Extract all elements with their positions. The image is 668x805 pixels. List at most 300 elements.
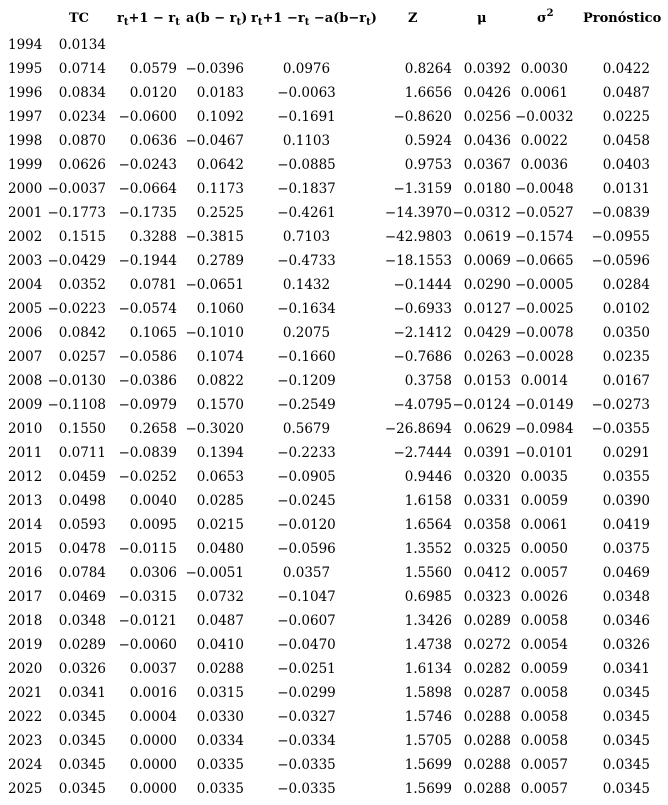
value-cell: −0.0032 [515, 109, 574, 125]
value-cell: −0.3020 [185, 421, 244, 437]
table-row [0, 201, 668, 225]
table-row [0, 81, 668, 105]
value-cell: 0.0345 [58, 733, 106, 749]
value-cell: −0.1108 [47, 397, 106, 413]
header-residual-part: r [251, 11, 258, 26]
value-cell: 1.6564 [404, 517, 452, 533]
value-cell: 0.0357 [282, 565, 331, 581]
value-cell: −0.0979 [118, 397, 177, 413]
value-cell: 0.0288 [463, 781, 511, 797]
year-cell: 2006 [8, 325, 43, 341]
value-cell: 1.5705 [404, 733, 452, 749]
value-cell: 0.0057 [520, 757, 568, 773]
value-cell: 0.0000 [129, 733, 177, 749]
value-cell [110, 33, 177, 57]
value-cell: 0.0392 [463, 61, 511, 77]
value-cell: 0.0478 [58, 541, 106, 557]
value-cell [180, 33, 244, 57]
value-cell: 0.7103 [282, 229, 331, 245]
value-cell: −0.1735 [118, 205, 177, 221]
value-cell: 0.0215 [196, 517, 244, 533]
value-cell: −0.0060 [118, 637, 177, 653]
year-cell: 2003 [8, 253, 43, 269]
value-cell: 0.0320 [463, 469, 511, 485]
value-cell: 0.2525 [196, 205, 244, 221]
value-cell: 0.0026 [520, 589, 568, 605]
value-cell: 1.6158 [404, 493, 452, 509]
value-cell: 0.0436 [463, 133, 511, 149]
value-cell: 0.0391 [463, 445, 511, 461]
value-cell: 0.0334 [196, 733, 244, 749]
value-cell: −0.0429 [47, 253, 106, 269]
table-row [0, 129, 668, 153]
value-cell: 0.0272 [463, 637, 511, 653]
value-cell: 0.0345 [602, 781, 650, 797]
value-cell: 0.0341 [602, 661, 650, 677]
value-cell: −0.0335 [277, 781, 336, 797]
value-cell: −0.0078 [515, 325, 574, 341]
value-cell: −0.1047 [277, 589, 336, 605]
value-cell: −0.0470 [277, 637, 336, 653]
value-cell: −0.0121 [118, 613, 177, 629]
year-cell: 2025 [8, 781, 43, 797]
value-cell: 0.1074 [196, 349, 244, 365]
value-cell: 0.0403 [602, 157, 650, 173]
value-cell: 0.2075 [282, 325, 331, 341]
value-cell: −0.0885 [277, 157, 336, 173]
value-cell: 0.0287 [463, 685, 511, 701]
value-cell [515, 33, 568, 57]
value-cell: −0.0051 [185, 565, 244, 581]
value-cell: −0.0327 [277, 709, 336, 725]
value-cell: 1.3426 [404, 613, 452, 629]
value-cell: 0.2658 [129, 421, 177, 437]
table-row [0, 345, 668, 369]
year-cell: 2013 [8, 493, 43, 509]
value-cell: 0.0345 [58, 709, 106, 725]
year-cell: 2017 [8, 589, 43, 605]
value-cell: −0.0386 [118, 373, 177, 389]
value-cell: 0.0022 [520, 133, 568, 149]
value-cell: 0.0870 [58, 133, 106, 149]
value-cell: 0.0288 [463, 733, 511, 749]
value-cell: 0.0326 [58, 661, 106, 677]
year-cell: 2015 [8, 541, 43, 557]
value-cell: −0.1773 [47, 205, 106, 221]
value-cell: −0.0273 [591, 397, 650, 413]
value-cell: 0.0282 [463, 661, 511, 677]
year-cell: 1995 [8, 61, 43, 77]
value-cell: 0.0352 [58, 277, 106, 293]
value-cell: −0.0101 [515, 445, 574, 461]
value-cell: 1.5699 [404, 757, 452, 773]
value-cell: −0.0396 [185, 61, 244, 77]
value-cell: 0.9446 [404, 469, 452, 485]
value-cell: −0.0586 [118, 349, 177, 365]
year-cell: 1994 [8, 37, 43, 53]
table-row [0, 561, 668, 585]
value-cell: 1.5746 [404, 709, 452, 725]
value-cell: −0.0120 [277, 517, 336, 533]
value-cell: 0.0235 [602, 349, 650, 365]
value-cell: 0.0057 [520, 565, 568, 581]
value-cell: −14.3970 [384, 205, 452, 221]
header-residual [251, 6, 377, 32]
value-cell: −0.0839 [118, 445, 177, 461]
value-cell: 0.0306 [129, 565, 177, 581]
value-cell [586, 33, 650, 57]
header-drift-part: a(b − r [186, 11, 237, 26]
value-cell: 0.1173 [196, 181, 244, 197]
header-pronostico-label: Pronóstico [583, 11, 662, 26]
value-cell: −0.4261 [277, 205, 336, 221]
value-cell: 0.0642 [196, 157, 244, 173]
table-row [0, 633, 668, 657]
value-cell: 1.6656 [404, 85, 452, 101]
value-cell: 0.0345 [602, 685, 650, 701]
value-cell: 0.0410 [196, 637, 244, 653]
value-cell: −18.1553 [384, 253, 452, 269]
year-cell: 2010 [8, 421, 43, 437]
year-cell: 2004 [8, 277, 43, 293]
value-cell: −0.1691 [277, 109, 336, 125]
year-cell: 2012 [8, 469, 43, 485]
year-cell: 2016 [8, 565, 43, 581]
value-cell: 1.5560 [404, 565, 452, 581]
year-cell: 2008 [8, 373, 43, 389]
header-sigma-exponent: 2 [546, 8, 554, 19]
table-row [0, 441, 668, 465]
value-cell: 0.0256 [463, 109, 511, 125]
value-cell: 0.0289 [58, 637, 106, 653]
value-cell: 1.5699 [404, 781, 452, 797]
value-cell: 0.0095 [129, 517, 177, 533]
value-cell: 0.0593 [58, 517, 106, 533]
value-cell: 0.0325 [463, 541, 511, 557]
value-cell [370, 33, 452, 57]
value-cell: −0.1574 [515, 229, 574, 245]
year-cell: 2007 [8, 349, 43, 365]
value-cell: 0.0004 [129, 709, 177, 725]
value-cell: −26.8694 [384, 421, 452, 437]
value-cell: 0.0016 [129, 685, 177, 701]
value-cell: −0.8620 [393, 109, 452, 125]
header-mu-label: μ [477, 11, 487, 26]
header-z-label: Z [408, 11, 418, 26]
value-cell: 0.0120 [129, 85, 177, 101]
value-cell: 0.0030 [520, 61, 568, 77]
value-cell: −0.0664 [118, 181, 177, 197]
table-row [0, 393, 668, 417]
header-pronostico [583, 6, 661, 32]
year-cell: 2019 [8, 637, 43, 653]
value-cell: 0.0498 [58, 493, 106, 509]
value-cell: −0.1944 [118, 253, 177, 269]
header-z [408, 6, 418, 32]
value-cell: 0.0458 [602, 133, 650, 149]
value-cell: −0.0251 [277, 661, 336, 677]
value-cell: −0.0984 [515, 421, 574, 437]
value-cell: −0.1837 [277, 181, 336, 197]
value-cell: 0.0061 [520, 85, 568, 101]
year-cell: 1996 [8, 85, 43, 101]
value-cell: 0.0054 [520, 637, 568, 653]
header-rate-change-sub: t [175, 17, 180, 28]
header-drift-sub: t [236, 17, 242, 28]
header-residual-sub: t [366, 17, 371, 28]
value-cell: −0.0028 [515, 349, 574, 365]
value-cell: −0.0124 [452, 397, 511, 413]
value-cell: −0.0312 [452, 205, 511, 221]
value-cell: 0.0629 [463, 421, 511, 437]
table-row [0, 513, 668, 537]
table-row [0, 777, 668, 801]
value-cell: 0.0842 [58, 325, 106, 341]
value-cell: 0.0345 [58, 781, 106, 797]
table-row [0, 585, 668, 609]
value-cell: −0.0315 [118, 589, 177, 605]
value-cell: 1.4738 [404, 637, 452, 653]
value-cell: −0.0299 [277, 685, 336, 701]
value-cell: 0.2789 [196, 253, 244, 269]
value-cell: −0.0355 [591, 421, 650, 437]
value-cell: 0.0183 [196, 85, 244, 101]
year-cell: 2020 [8, 661, 43, 677]
value-cell: −0.7686 [393, 349, 452, 365]
value-cell: 0.0127 [463, 301, 511, 317]
value-cell: 0.0059 [520, 661, 568, 677]
value-cell: −0.0223 [47, 301, 106, 317]
value-cell: 0.0348 [58, 613, 106, 629]
table-row [0, 369, 668, 393]
value-cell: 0.0348 [602, 589, 650, 605]
value-cell: −0.0905 [277, 469, 336, 485]
value-cell: 0.0058 [520, 613, 568, 629]
value-cell: 0.1515 [58, 229, 106, 245]
year-cell: 2011 [8, 445, 43, 461]
value-cell: 0.0058 [520, 685, 568, 701]
year-cell: 2022 [8, 709, 43, 725]
value-cell: −0.0607 [277, 613, 336, 629]
value-cell: 0.0480 [196, 541, 244, 557]
header-residual-part: −a(b−r [309, 11, 367, 26]
value-cell: 0.0057 [520, 781, 568, 797]
year-cell: 2021 [8, 685, 43, 701]
value-cell: 0.0059 [520, 493, 568, 509]
table-row [0, 297, 668, 321]
table-row [0, 657, 668, 681]
value-cell: 0.5924 [404, 133, 452, 149]
year-cell: 2000 [8, 181, 43, 197]
year-cell: 1998 [8, 133, 43, 149]
value-cell: 0.0345 [602, 709, 650, 725]
value-cell: 0.0040 [129, 493, 177, 509]
value-cell: −0.0600 [118, 109, 177, 125]
value-cell: 0.0036 [520, 157, 568, 173]
value-cell: 0.0345 [602, 733, 650, 749]
year-cell: 2009 [8, 397, 43, 413]
value-cell: 0.0579 [129, 61, 177, 77]
header-rate-change-part: r [117, 11, 124, 26]
value-cell: −0.0149 [515, 397, 574, 413]
value-cell: 0.0035 [520, 469, 568, 485]
year-cell: 2005 [8, 301, 43, 317]
value-cell: 1.3552 [404, 541, 452, 557]
value-cell: 0.0626 [58, 157, 106, 173]
header-residual-part: +1 −r [262, 11, 305, 26]
table-row [0, 489, 668, 513]
value-cell [452, 33, 511, 57]
value-cell: 0.0429 [463, 325, 511, 341]
year-cell: 2001 [8, 205, 43, 221]
value-cell: 0.0058 [520, 709, 568, 725]
value-cell: 0.0290 [463, 277, 511, 293]
value-cell: 0.0426 [463, 85, 511, 101]
value-cell: 0.0315 [196, 685, 244, 701]
value-cell: −0.0596 [591, 253, 650, 269]
value-cell: −0.0574 [118, 301, 177, 317]
value-cell: −0.0596 [277, 541, 336, 557]
value-cell: 0.0330 [196, 709, 244, 725]
value-cell: 0.0619 [463, 229, 511, 245]
value-cell: 0.0285 [196, 493, 244, 509]
value-cell: −0.0243 [118, 157, 177, 173]
value-cell: 0.0288 [463, 709, 511, 725]
value-cell: 0.0284 [602, 277, 650, 293]
year-cell: 2002 [8, 229, 43, 245]
value-cell: 1.6134 [404, 661, 452, 677]
header-tc-label: TC [69, 11, 90, 26]
value-cell: 0.0350 [602, 325, 650, 341]
value-cell: 0.0058 [520, 733, 568, 749]
value-cell: −0.0839 [591, 205, 650, 221]
value-cell: 0.0834 [58, 85, 106, 101]
value-cell: 0.0459 [58, 469, 106, 485]
value-cell: 0.0153 [463, 373, 511, 389]
year-cell: 1997 [8, 109, 43, 125]
table-row [0, 681, 668, 705]
value-cell: 0.0335 [196, 781, 244, 797]
value-cell: 0.0288 [196, 661, 244, 677]
table-row [0, 417, 668, 441]
value-cell: −0.0048 [515, 181, 574, 197]
value-cell: 0.0102 [602, 301, 650, 317]
value-cell [252, 33, 361, 57]
table-row [0, 753, 668, 777]
value-cell: 0.1103 [282, 133, 331, 149]
value-cell: 0.0653 [196, 469, 244, 485]
value-cell: 0.0061 [520, 517, 568, 533]
year-cell: 2023 [8, 733, 43, 749]
table-row [0, 57, 668, 81]
value-cell: 0.1065 [129, 325, 177, 341]
value-cell: 0.0331 [463, 493, 511, 509]
value-cell: 0.0469 [58, 589, 106, 605]
value-cell: 0.1570 [196, 397, 244, 413]
value-cell: 0.0341 [58, 685, 106, 701]
value-cell: −0.0335 [277, 757, 336, 773]
value-cell: 0.3288 [129, 229, 177, 245]
value-cell: 0.0390 [602, 493, 650, 509]
value-cell: 0.0050 [520, 541, 568, 557]
header-residual-sub: t [304, 17, 310, 28]
value-cell: 0.0375 [602, 541, 650, 557]
value-cell: 0.0180 [463, 181, 511, 197]
table-row [0, 153, 668, 177]
value-cell: −0.0651 [185, 277, 244, 293]
value-cell: 0.0711 [58, 445, 106, 461]
value-cell: 0.0358 [463, 517, 511, 533]
value-cell: 0.0822 [196, 373, 244, 389]
value-cell: 0.0487 [602, 85, 650, 101]
value-cell: −0.0025 [515, 301, 574, 317]
value-cell: −0.0334 [277, 733, 336, 749]
value-cell: 0.0412 [463, 565, 511, 581]
header-sigma-label: σ [537, 11, 547, 26]
header-rate-change [117, 6, 180, 32]
value-cell: 0.0225 [602, 109, 650, 125]
header-drift-part: ) [241, 11, 248, 26]
year-cell: 2018 [8, 613, 43, 629]
value-cell: 0.0469 [602, 565, 650, 581]
value-cell: 0.0419 [602, 517, 650, 533]
value-cell: 0.0355 [602, 469, 650, 485]
header-residual-part: ) [370, 11, 377, 26]
value-cell: −0.1010 [185, 325, 244, 341]
value-cell: −0.3815 [185, 229, 244, 245]
value-cell: 0.0346 [602, 613, 650, 629]
value-cell: −0.1209 [277, 373, 336, 389]
value-cell: 0.0367 [463, 157, 511, 173]
table-row [0, 321, 668, 345]
value-cell: −0.2549 [277, 397, 336, 413]
value-cell: 0.0781 [129, 277, 177, 293]
header-tc [69, 6, 89, 32]
value-cell: 0.0345 [602, 757, 650, 773]
value-cell: 0.1092 [196, 109, 244, 125]
value-cell: −0.0955 [591, 229, 650, 245]
header-rate-change-sub: t [123, 17, 129, 28]
value-cell: −0.0063 [277, 85, 336, 101]
value-cell: −0.0252 [118, 469, 177, 485]
value-cell: −1.3159 [393, 181, 452, 197]
value-cell: 0.0263 [463, 349, 511, 365]
value-cell: 0.0976 [282, 61, 331, 77]
table-row [0, 537, 668, 561]
table-row [0, 105, 668, 129]
value-cell: 0.0487 [196, 613, 244, 629]
header-mu [477, 6, 487, 32]
value-cell: −0.1660 [277, 349, 336, 365]
value-cell: −0.0037 [47, 181, 106, 197]
year-cell: 2024 [8, 757, 43, 773]
value-cell: −0.6933 [393, 301, 452, 317]
table-row [0, 465, 668, 489]
table-row [0, 273, 668, 297]
table-row [0, 225, 668, 249]
value-cell: 0.0257 [58, 349, 106, 365]
value-cell: 1.5898 [404, 685, 452, 701]
value-cell: −0.0005 [515, 277, 574, 293]
value-cell: 0.0289 [463, 613, 511, 629]
value-cell: 0.0636 [129, 133, 177, 149]
value-cell: −0.0115 [118, 541, 177, 557]
value-cell: 0.1394 [196, 445, 244, 461]
table-row [0, 609, 668, 633]
value-cell: 0.5679 [282, 421, 331, 437]
value-cell: 0.9753 [404, 157, 452, 173]
value-cell: 0.0422 [602, 61, 650, 77]
